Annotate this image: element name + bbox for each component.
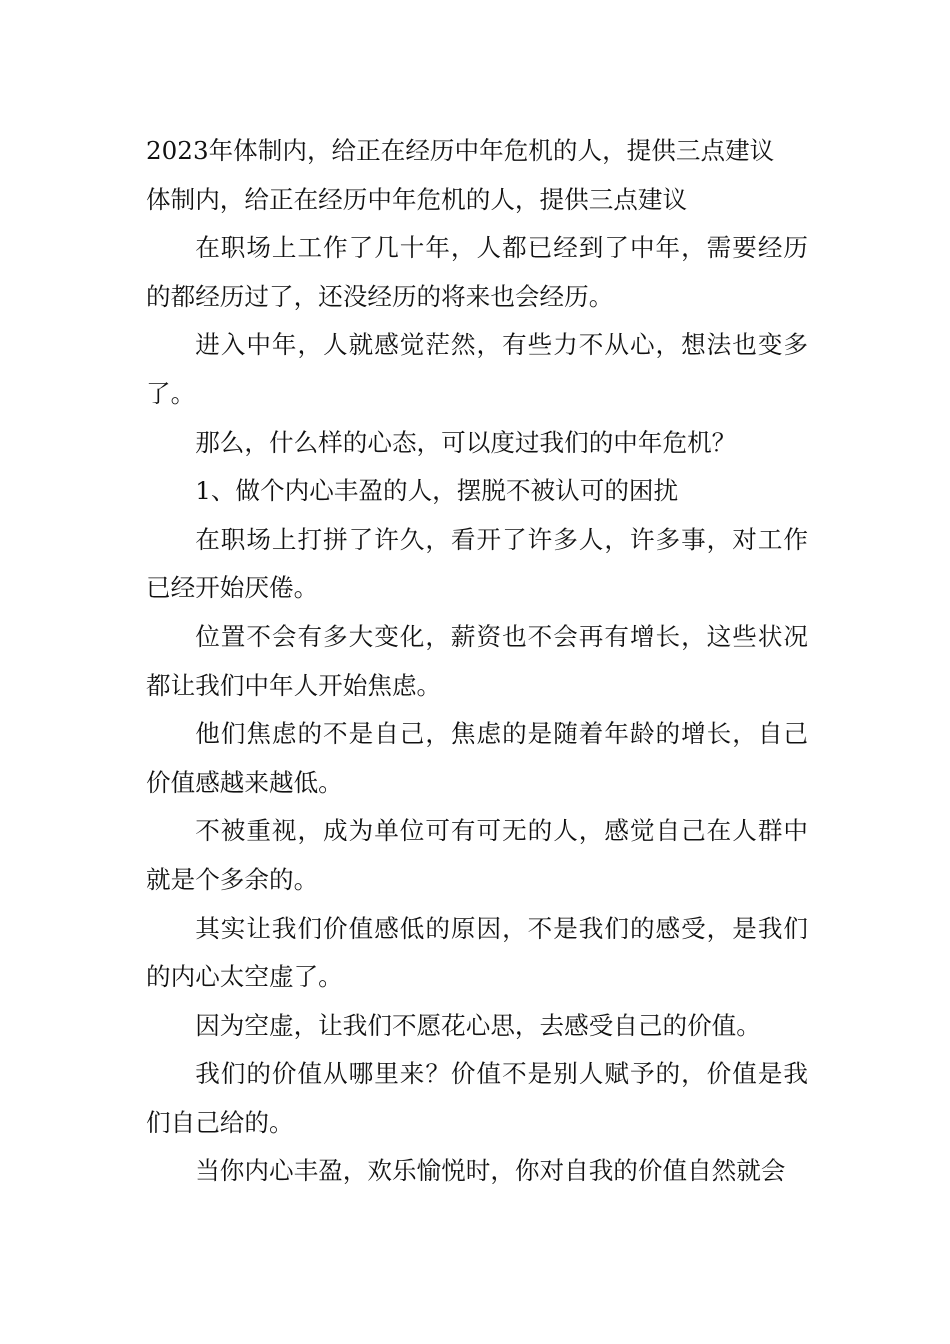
paragraph: 当你内心丰盈，欢乐愉悦时，你对自我的价值自然就会 bbox=[195, 1156, 786, 1186]
paragraph: 位置不会有多大变化，薪资也不会再有增长，这些状况都让我们中年人开始焦虑。 bbox=[146, 621, 808, 700]
paragraph: 那么，什么样的心态，可以度过我们的中年危机？ bbox=[195, 427, 737, 457]
paragraph: 其实让我们价值感低的原因，不是我们的感受，是我们的内心太空虚了。 bbox=[146, 913, 808, 992]
paragraph: 我们的价值从哪里来？价值不是别人赋予的，价值是我们自己给的。 bbox=[146, 1059, 808, 1137]
paragraph: 在职场上打拼了许久，看开了许多人，许多事，对工作已经开始厌倦。 bbox=[146, 524, 808, 603]
section-heading: 1、做个内心丰盈的人，摆脱不被认可的困扰 bbox=[195, 476, 679, 506]
paragraph: 他们焦虑的不是自己，焦虑的是随着年龄的增长，自己价值感越来越低。 bbox=[146, 719, 808, 797]
document-title: 2023年体制内，给正在经历中年危机的人，提供三点建议 bbox=[146, 136, 775, 165]
paragraph: 不被重视，成为单位可有可无的人，感觉自己在人群中就是个多余的。 bbox=[146, 816, 808, 894]
paragraph: 进入中年，人就感觉茫然，有些力不从心，想法也变多了。 bbox=[146, 330, 808, 408]
paragraph: 因为空虚，让我们不愿花心思，去感受自己的价值。 bbox=[195, 1010, 761, 1040]
paragraph: 在职场上工作了几十年，人都已经到了中年，需要经历的都经历过了，还没经历的将来也会经历。 bbox=[146, 233, 808, 311]
document-subtitle: 体制内，给正在经历中年危机的人，提供三点建议 bbox=[146, 184, 688, 214]
document-body bbox=[146, 127, 808, 1196]
